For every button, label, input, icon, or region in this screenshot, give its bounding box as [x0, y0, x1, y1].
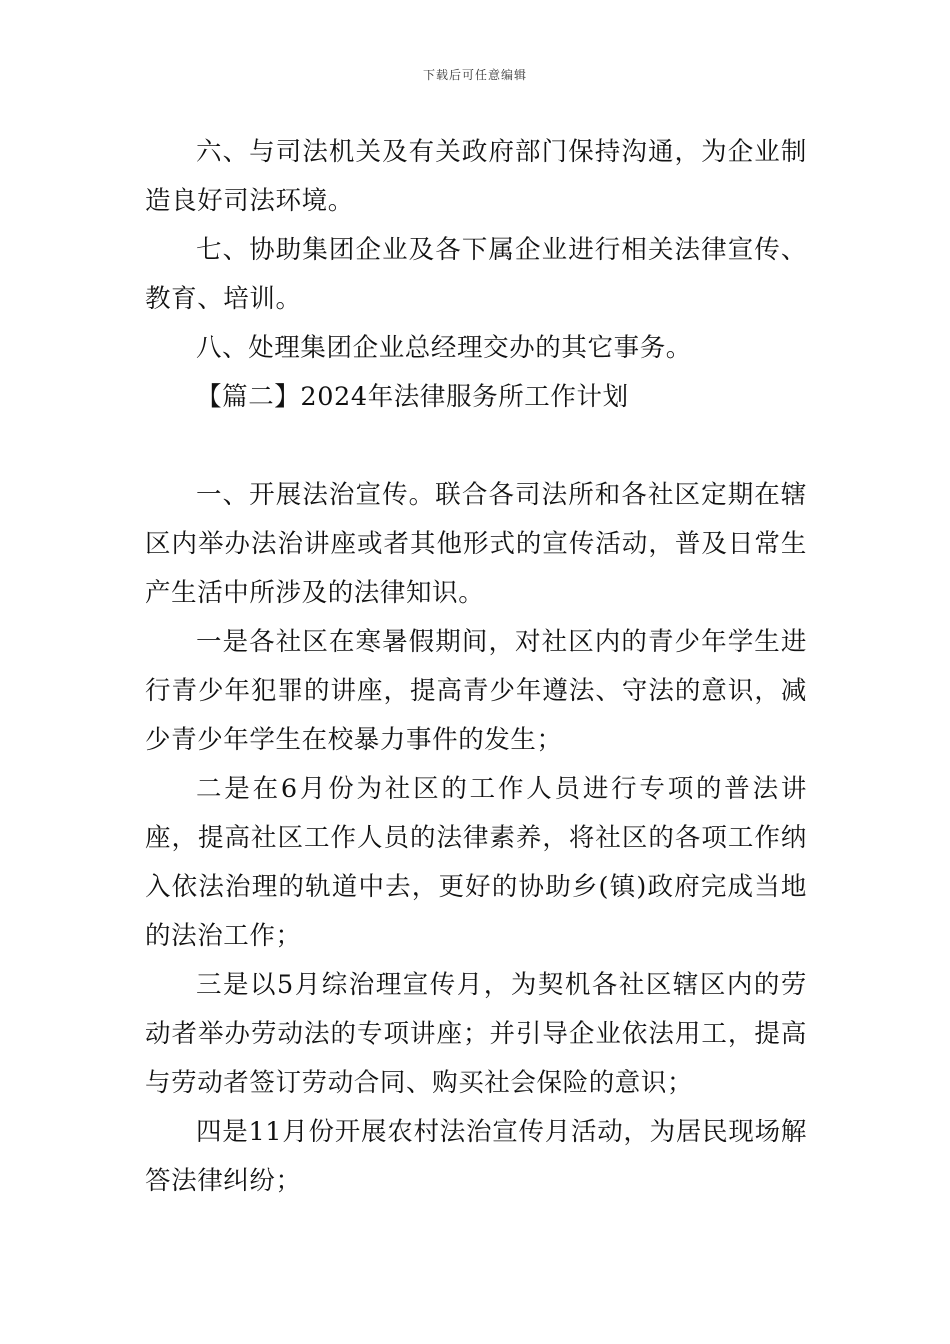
paragraph-point-3: 三是以5月综治理宣传月，为契机各社区辖区内的劳动者举办劳动法的专项讲座；并引导企业依法用工，提高与劳动者签订劳动合同、购买社会保险的意识；	[145, 970, 807, 1098]
paragraph-item-8: 八、处理集团企业总经理交办的其它事务。	[196, 333, 692, 363]
paragraph-point-2: 二是在6月份为社区的工作人员进行专项的普法讲座，提高社区工作人员的法律素养，将社区的各项工作纳入依法治理的轨道中去，更好的协助乡(镇)政府完成当地的法治工作；	[145, 774, 807, 951]
section-heading: 【篇二】2024年法律服务所工作计划	[196, 382, 629, 412]
paragraph-legal-publicity: 一、开展法治宣传。联合各司法所和各社区定期在辖区内举办法治讲座或者其他形式的宣传活动，普及日常生产生活中所涉及的法律知识。	[145, 480, 807, 608]
paragraph-item-6: 六、与司法机关及有关政府部门保持沟通，为企业制造良好司法环境。	[145, 137, 807, 216]
document-body	[145, 128, 807, 1206]
paragraph-point-1: 一是各社区在寒暑假期间，对社区内的青少年学生进行青少年犯罪的讲座，提高青少年遵法、守法的意识，减少青少年学生在校暴力事件的发生；	[145, 627, 807, 755]
paragraph-point-4: 四是11月份开展农村法治宣传月活动，为居民现场解答法律纠纷；	[145, 1117, 807, 1196]
blank-line	[145, 422, 807, 471]
paragraph-item-7: 七、协助集团企业及各下属企业进行相关法律宣传、教育、培训。	[145, 235, 807, 314]
page-header-note: 下载后可任意编辑	[422, 68, 527, 82]
